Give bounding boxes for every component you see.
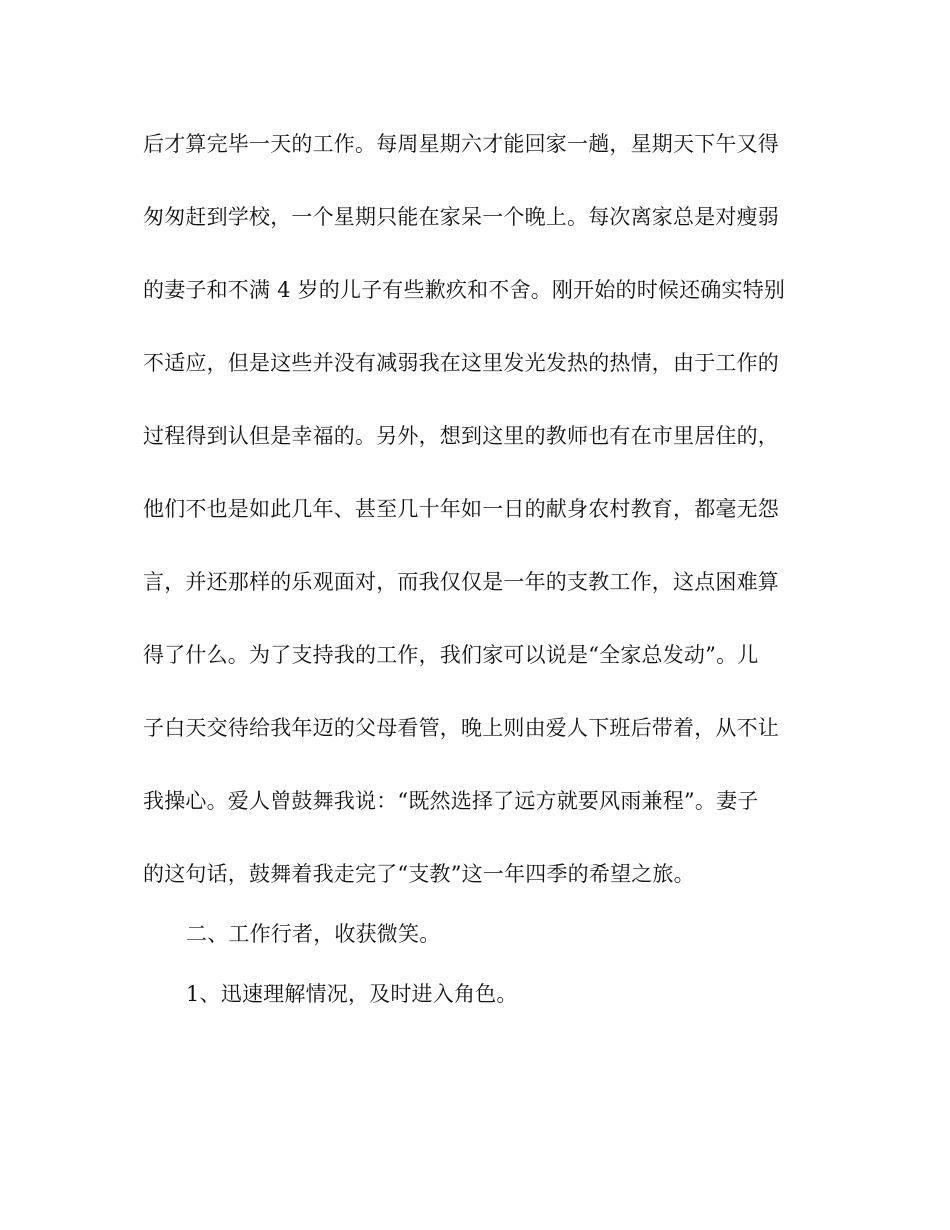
body-line: 匆匆赶到学校，一个星期只能在家呆一个晚上。每次离家总是对瘦弱 — [143, 205, 779, 229]
body-line: 我操心。爱人曾鼓舞我说：“既然选择了远方就要风雨兼程”。妻子 — [143, 789, 759, 813]
section-heading: 二、工作行者，收获微笑。 — [186, 922, 441, 946]
body-line: 后才算完毕一天的工作。每周星期六才能回家一趟，星期天下午又得 — [143, 132, 779, 156]
subsection-heading: 1、迅速理解情况，及时进入角色。 — [186, 982, 518, 1006]
body-line: 子白天交待给我年迈的父母看管，晚上则由爱人下班后带着，从不让 — [143, 716, 779, 740]
body-line: 过程得到认但是幸福的。另外，想到这里的教师也有在市里居住的， — [143, 424, 779, 448]
body-line: 的这句话，鼓舞着我走完了“支教”这一年四季的希望之旅。 — [143, 862, 695, 886]
body-line: 他们不也是如此几年、甚至几十年如一日的献身农村教育，都毫无怨 — [143, 497, 779, 521]
body-line: 不适应，但是这些并没有减弱我在这里发光发热的热情，由于工作的 — [143, 351, 779, 375]
body-line: 言，并还那样的乐观面对，而我仅仅是一年的支教工作，这点困难算 — [143, 570, 779, 594]
body-line: 的妻子和不满 4 岁的儿子有些歉疚和不舍。刚开始的时候还确实特别 — [143, 278, 786, 302]
body-line: 得了什么。为了支持我的工作，我们家可以说是“全家总发动”。儿 — [143, 643, 759, 667]
